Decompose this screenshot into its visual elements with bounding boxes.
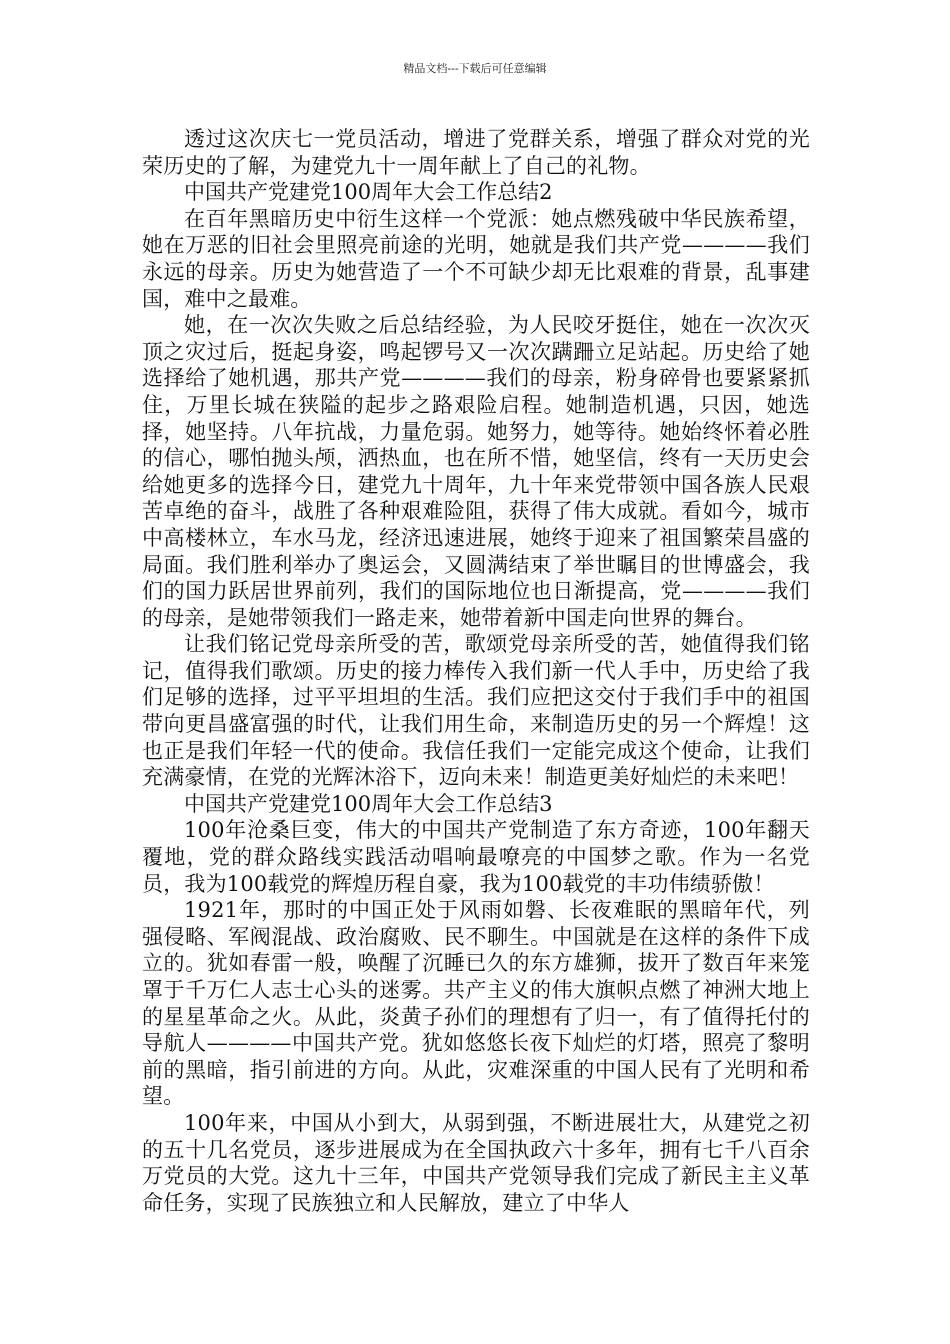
section-heading: 中国共产党建党100周年大会工作总结2 — [184, 180, 553, 205]
paragraph: 100年来，中国从小到大，从弱到强，不断进展壮大，从建党之初的五十几名党员，逐步进展成为在全国执政六十多年，拥有七千八百余万党员的大党。这九十三年，中国共产党领导我们完成了新民主主义革命任务，实现了民族独立和人民解放，建立了中华人 — [142, 1110, 810, 1215]
section-heading: 中国共产党建党100周年大会工作总结3 — [184, 791, 553, 816]
paragraph: 她，在一次次失败之后总结经验，为人民咬牙挺住，她在一次次灭顶之灾过后，挺起身姿，鸣起锣号又一次次蹒跚立足站起。历史给了她选择给了她机遇，那共产党————我们的母亲，粉身碎骨也要紧紧抓住，万里长城在狭隘的起步之路艰险启程。她制造机遇，只因，她选择，她坚持。八年抗战，力量危弱。她努力，她等待。她始终怀着必胜的信心，哪怕抛头颅，洒热血，也在所不惜，她坚信，终有一天历史会给她更多的选择今日，建党九十周年，九十年来党带领中国各族人民艰苦卓绝的奋斗，战胜了各种艰难险阻，获得了伟大成就。看如今，城市中高楼林立，车水马龙，经济迅速进展，她终于迎来了祖国繁荣昌盛的局面。我们胜利举办了奥运会，又圆满结束了举世瞩目的世博盛会，我们的国力跃居世界前列，我们的国际地位也日渐提高，党————我们的母亲，是她带领我们一路走来，她带着新中国走向世界的舞台。 — [142, 313, 810, 630]
paragraph: 透过这次庆七一党员活动，增进了党群关系，增强了群众对党的光荣历史的了解，为建党九十一周年献上了自己的礼物。 — [142, 127, 810, 178]
page-header: 精品文档---下载后可任意编辑 — [403, 62, 547, 75]
paragraph: 在百年黑暗历史中衍生这样一个党派：她点燃残破中华民族希望，她在万恶的旧社会里照亮前途的光明，她就是我们共产党————我们永远的母亲。历史为她营造了一个不可缺少却无比艰难的背景，乱事建国，难中之最难。 — [142, 206, 810, 311]
paragraph: 让我们铭记党母亲所受的苦，歌颂党母亲所受的苦，她值得我们铭记，值得我们歌颂。历史的接力棒传入我们新一代人手中，历史给了我们足够的选择，过平平坦坦的生活。我们应把这交付于我们手中的祖国带向更昌盛富强的时代，让我们用生命，来制造历史的另一个辉煌！这也正是我们年轻一代的使命。我信任我们一定能完成这个使命，让我们充满豪情，在党的光辉沐浴下，迈向未来！制造更美好灿烂的未来吧！ — [142, 632, 810, 790]
paragraph: 100年沧桑巨变，伟大的中国共产党制造了东方奇迹，100年翻天覆地，党的群众路线实践活动唱响最嘹亮的中国梦之歌。作为一名党员，我为100载党的辉煌历程自豪，我为100载党的丰功伟绩骄傲！ — [142, 818, 810, 896]
document-body — [142, 126, 810, 1216]
paragraph: 1921年，那时的中国正处于风雨如磐、长夜难眠的黑暗年代，列强侵略、军阀混战、政治腐败、民不聊生。中国就是在这样的条件下成立的。犹如春雷一般，唤醒了沉睡已久的东方雄狮，拔开了数百年来笼罩于千万仁人志士心头的迷雾。共产主义的伟大旗帜点燃了神洲大地上的星星革命之火。从此，炎黄子孙们的理想有了归一，有了值得托付的导航人————中国共产党。犹如悠悠长夜下灿烂的灯塔，照亮了黎明前的黑暗，指引前进的方向。从此，灾难深重的中国人民有了光明和希望。 — [142, 898, 810, 1109]
